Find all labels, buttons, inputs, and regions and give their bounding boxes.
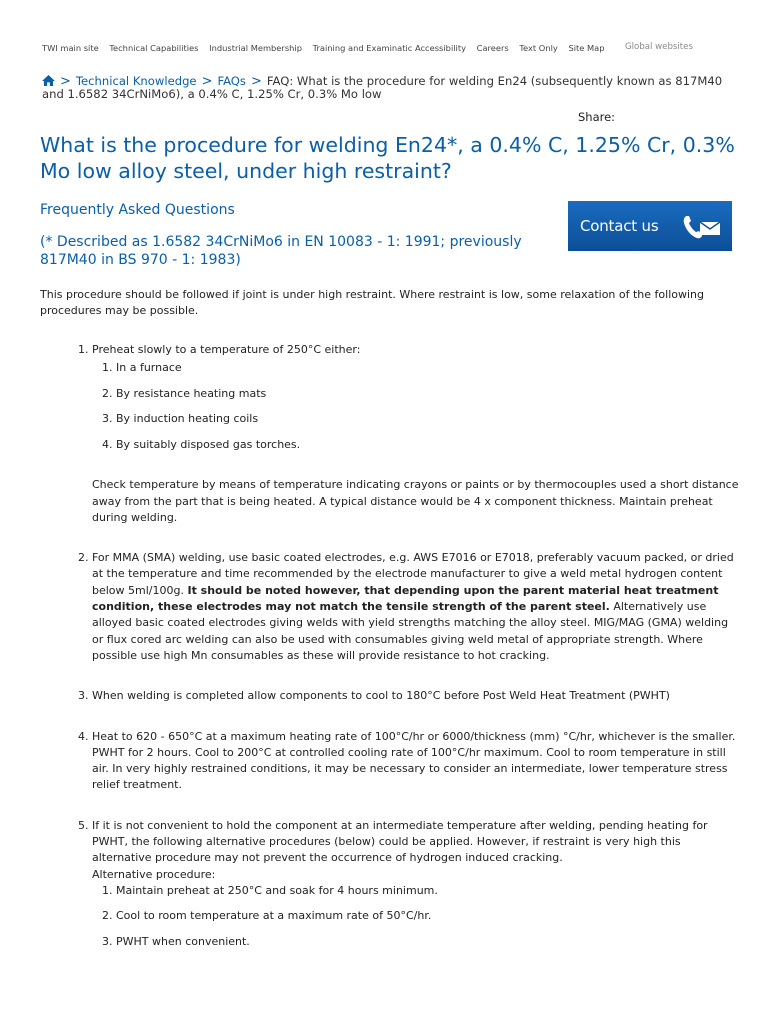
- step-2: [92, 550, 740, 688]
- nav-technical-capabilities[interactable]: Technical Capabilities: [109, 43, 199, 53]
- breadcrumb-separator: >: [201, 74, 213, 89]
- procedure-steps: [40, 342, 740, 950]
- breadcrumb-separator: >: [250, 74, 262, 89]
- nav-careers[interactable]: Careers: [476, 43, 509, 53]
- intro-paragraph: This procedure should be followed if joint is under high restraint. Where restraint is low, some relaxation of the following procedures may be possible.: [40, 288, 704, 317]
- alternative-procedure-label: Alternative procedure:: [92, 867, 216, 881]
- step-2-warning: It should be noted however, that depending upon the parent material heat treatment condition, these electrodes may not match the tensile strength of the parent steel.: [92, 583, 719, 614]
- share-label: Share:: [578, 110, 616, 124]
- phone-mail-icon: [682, 213, 722, 241]
- global-websites-link[interactable]: Global websites: [625, 42, 693, 52]
- home-icon[interactable]: [42, 75, 55, 86]
- breadcrumb: [42, 75, 742, 101]
- nav-site-map[interactable]: Site Map: [568, 43, 605, 53]
- list-item: 1. Maintain preheat at 250°C and soak for 4 hours minimum.: [116, 883, 740, 899]
- step-1: [92, 342, 740, 550]
- breadcrumb-faqs[interactable]: FAQs: [217, 74, 246, 88]
- procedure-content: [40, 342, 740, 959]
- nav-industrial-membership[interactable]: Industrial Membership: [209, 43, 302, 53]
- step-1-note: Check temperature by means of temperature indicating crayons or paints or by thermocouples used a short distance away from the part that is being heated. A typical distance would be 4 x component thickness. Maintain preheat during welding.: [92, 478, 739, 524]
- step-5: [92, 818, 740, 950]
- contact-us-label: Contact us: [580, 217, 659, 235]
- breadcrumb-separator: >: [60, 74, 71, 89]
- top-navigation: [42, 43, 738, 53]
- alternative-procedure-list: [92, 883, 740, 950]
- list-item: 3. PWHT when convenient.: [116, 934, 740, 950]
- step-2-text-b: Alternatively use alloyed basic coated electrodes giving welds with yield strengths matching the alloy steel. MIG/MAG (GMA) welding or flux cored arc welding can also be used with consumables giving weld metal of appropriate strength. Where possible use high Mn consumables as these will provide resistance to hot cracking.: [92, 600, 729, 662]
- list-item: 2. By resistance heating mats: [116, 386, 740, 402]
- page-title: What is the procedure for welding En24*, a 0.4% C, 1.25% Cr, 0.3% Mo low alloy steel, under high restraint?: [40, 133, 735, 183]
- nav-twi-main-site[interactable]: TWI main site: [42, 43, 99, 53]
- list-item: 4. By suitably disposed gas torches.: [116, 437, 740, 453]
- preheat-methods-list: [92, 360, 740, 453]
- step-3-text: When welding is completed allow components to cool to 180°C before Post Weld Heat Treatment (PWHT): [92, 689, 670, 703]
- list-item: 1. In a furnace: [116, 360, 740, 376]
- step-4-text: Heat to 620 - 650°C at a maximum heating rate of 100°C/hr or 6000/thickness (mm) °C/hr, whichever is the smaller. PWHT for 2 hours. Cool to 200°C at controlled cooling rate of 100°C/hr maximum. Cool to room temperature in still air. In very highly restrained conditions, it may be necessary to consider an intermediate, lower temperature stress relief treatment.: [92, 729, 736, 792]
- list-item: 2. Cool to room temperature at a maximum rate of 50°C/hr.: [116, 908, 740, 924]
- nav-text-only[interactable]: Text Only: [519, 43, 558, 53]
- list-item: 3. By induction heating coils: [116, 411, 740, 427]
- breadcrumb-current: FAQ: What is the procedure for welding En24 (subsequently known as 817M40 and 1.6582 34CrNiMo6), a 0.4% C, 1.25% Cr, 0.3% Mo low: [42, 74, 723, 101]
- step-3: [92, 688, 740, 728]
- step-5-text: If it is not convenient to hold the component at an intermediate temperature after welding, pending heating for PWHT, the following alternative procedures (below) could be applied. However, if restraint is very high this alternative procedure may not prevent the occurrence of hydrogen induced cracking.: [92, 818, 708, 865]
- breadcrumb-technical-knowledge[interactable]: Technical Knowledge: [75, 74, 197, 88]
- material-description: (* Described as 1.6582 34CrNiMo6 in EN 10083 - 1: 1991; previously 817M40 in BS 970 - 1: 1983): [40, 234, 522, 268]
- nav-training-and-examination[interactable]: Training and Examinatic Accessibility: [312, 43, 467, 53]
- page-subtitle: Frequently Asked Questions: [40, 202, 235, 218]
- contact-us-button[interactable]: [568, 201, 732, 251]
- step-1-text: Preheat slowly to a temperature of 250°C either:: [92, 343, 361, 356]
- step-2-text-a: For MMA (SMA) welding, use basic coated electrodes, e.g. AWS E7016 or E7018, preferably vacuum packed, or dried at the temperature and time recommended by the electrode manufacturer to give a weld metal hydrogen content below 5ml/100g.: [92, 551, 734, 597]
- step-4: [92, 729, 740, 818]
